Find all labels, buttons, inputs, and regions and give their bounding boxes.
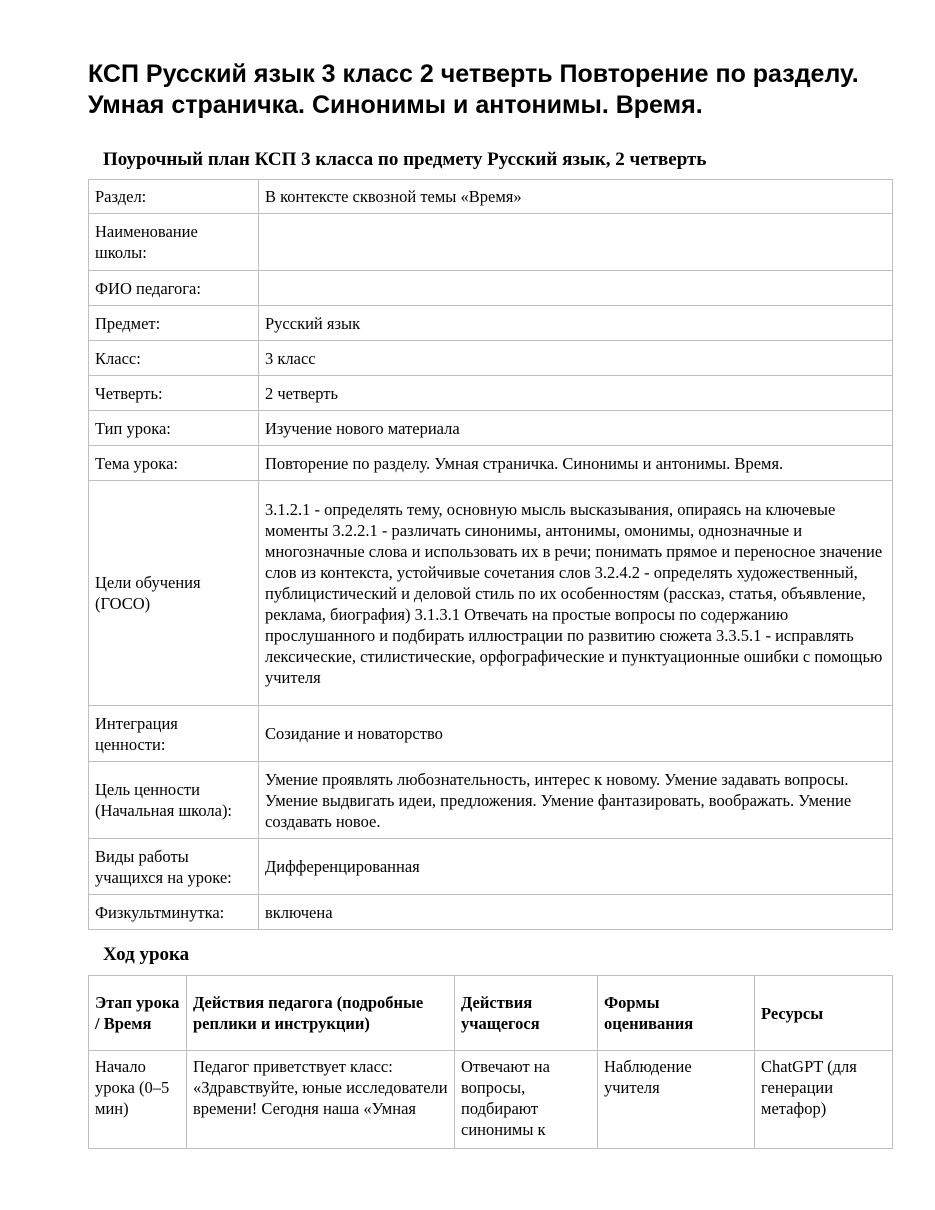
table-row <box>89 376 893 411</box>
row-value-lesson-topic: Повторение по разделу. Умная страничка. Синонимы и антонимы. Время. <box>259 446 893 481</box>
table-header-row <box>89 976 893 1051</box>
row-value-subject: Русский язык <box>259 306 893 341</box>
lesson-progress-table <box>88 975 893 1149</box>
row-value-work-types: Дифференцированная <box>259 839 893 895</box>
row-value-teacher-name <box>259 271 893 306</box>
row-value-value-goal: Умение проявлять любознательность, интерес к новому. Умение задавать вопросы. Умение выдвигать идеи, предложения. Умение фантазировать, воображать. Умение создавать новое. <box>259 762 893 839</box>
cell-assessment-forms: Наблюдение учителя <box>598 1051 755 1149</box>
table-row <box>89 706 893 762</box>
header-student-actions: Действия учащегося <box>455 976 598 1051</box>
cell-stage-time: Начало урока (0–5 мин) <box>89 1051 187 1149</box>
row-value-section: В контексте сквозной темы «Время» <box>259 180 893 214</box>
table-row <box>89 341 893 376</box>
row-value-school-name <box>259 214 893 271</box>
table-row <box>89 411 893 446</box>
row-label-subject: Предмет: <box>89 306 259 341</box>
table-row <box>89 306 893 341</box>
plan-heading: Поурочный план КСП 3 класса по предмету Русский язык, 2 четверть <box>103 149 707 170</box>
row-label-school-name: Наименование школы: <box>89 214 259 271</box>
lesson-progress-heading: Ход урока <box>103 944 190 965</box>
table-row <box>89 1051 893 1149</box>
table-row <box>89 446 893 481</box>
row-label-quarter: Четверть: <box>89 376 259 411</box>
cell-resources: ChatGPT (для генерации метафор) <box>755 1051 893 1149</box>
table-row <box>89 214 893 271</box>
table-row <box>89 839 893 895</box>
row-value-quarter: 2 четверть <box>259 376 893 411</box>
document-title: КСП Русский язык 3 класс 2 четверть Повторение по разделу. Умная страничка. Синонимы и антонимы. Время. <box>88 60 859 119</box>
table-row <box>89 180 893 214</box>
row-label-learning-goals: Цели обучения (ГОСО) <box>89 481 259 706</box>
table-row <box>89 895 893 930</box>
row-label-lesson-type: Тип урока: <box>89 411 259 446</box>
row-label-teacher-name: ФИО педагога: <box>89 271 259 306</box>
row-label-exercise-break: Физкультминутка: <box>89 895 259 930</box>
row-label-work-types: Виды работы учащихся на уроке: <box>89 839 259 895</box>
table-row <box>89 481 893 706</box>
header-teacher-actions: Действия педагога (подробные реплики и инструкции) <box>187 976 455 1051</box>
table-row <box>89 271 893 306</box>
row-value-grade: 3 класс <box>259 341 893 376</box>
table-row <box>89 762 893 839</box>
row-label-grade: Класс: <box>89 341 259 376</box>
header-stage-time: Этап урока / Время <box>89 976 187 1051</box>
row-value-learning-goals: 3.1.2.1 - определять тему, основную мысль высказывания, опираясь на ключевые моменты 3.2.2.1 - различать синонимы, антонимы, омонимы, однозначные и многозначные слова и использовать их в речи; понимать прямое и переносное значение слов из контекста, устойчивые сочетания слов 3.2.4.2 - определять художественный, публицистический и деловой стиль по их особенностям (рассказ, статья, объявление, реклама, биография) 3.1.3.1 Отвечать на простые вопросы по содержанию прослушанного и подбирать иллюстрации по развитию сюжета 3.3.5.1 - исправлять лексические, стилистические, орфографические и пунктуационные ошибки с помощью учителя <box>259 481 893 706</box>
row-value-lesson-type: Изучение нового материала <box>259 411 893 446</box>
lesson-plan-table <box>88 179 893 930</box>
row-label-value-goal: Цель ценности (Начальная школа): <box>89 762 259 839</box>
row-label-value-integration: Интеграция ценности: <box>89 706 259 762</box>
header-resources: Ресурсы <box>755 976 893 1051</box>
cell-teacher-actions: Педагог приветствует класс: «Здравствуйте, юные исследователи времени! Сегодня наша «Умная <box>187 1051 455 1149</box>
row-value-value-integration: Созидание и новаторство <box>259 706 893 762</box>
row-value-exercise-break: включена <box>259 895 893 930</box>
row-label-section: Раздел: <box>89 180 259 214</box>
cell-student-actions: Отвечают на вопросы, подбирают синонимы к <box>455 1051 598 1149</box>
row-label-lesson-topic: Тема урока: <box>89 446 259 481</box>
header-assessment-forms: Формы оценивания <box>598 976 755 1051</box>
